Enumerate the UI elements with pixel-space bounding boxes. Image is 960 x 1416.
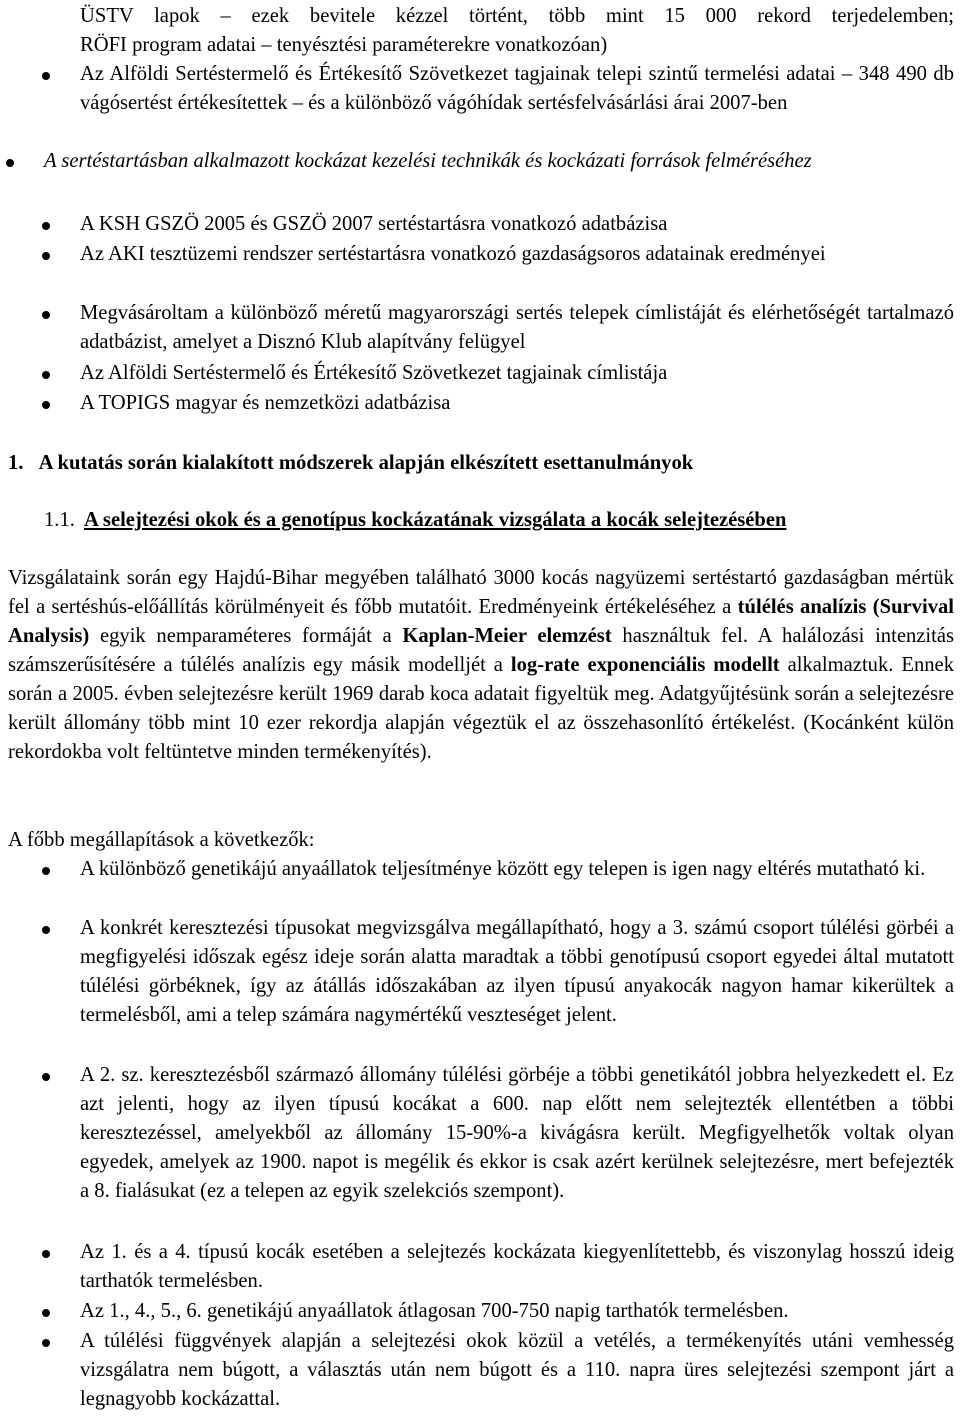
bullet-dot bbox=[6, 159, 14, 167]
list-item: Az AKI tesztüzemi rendszer sertéstartásra vonatkozó gazdaságsoros adatainak eredményei bbox=[80, 243, 826, 265]
list-item: A TOPIGS magyar és nemzetközi adatbázisa bbox=[80, 392, 451, 414]
bullet-dot bbox=[42, 1073, 50, 1081]
list-item: Megvásároltam a különböző méretű magyarországi sertés telepek címlistáját és elérhetőségét tartalmazó adatbázist, amelyet a Disznó Klub alapítvány felügyel bbox=[80, 302, 954, 353]
list-item: A különböző genetikájú anyaállatok teljesítménye között egy telepen is igen nagy eltérés mutatható ki. bbox=[80, 858, 926, 880]
bold-term: log-rate exponenciális modellt bbox=[510, 654, 780, 676]
bullet-dot bbox=[42, 371, 50, 379]
list-item: Az Alföldi Sertéstermelő és Értékesítő Szövetkezet tagjainak telepi szintű termelési adatai – 348 490 db vágósertést értékesítettek – és a különböző vágóhídak sertésfelvásárlási árai 2007-ben bbox=[80, 63, 954, 114]
intro-line-2: RÖFI program adatai – tenyésztési paraméterekre vonatkozóan) bbox=[80, 34, 608, 56]
bullet-dot bbox=[42, 72, 50, 80]
bullet-dot bbox=[42, 926, 50, 934]
bullet-dot bbox=[42, 252, 50, 260]
list-item: A túlélési függvények alapján a selejtezési okok közül a vetélés, a termékenyítés utáni vemhesség vizsgálatra nem búgott, a választás után nem búgott és a 110. napra üres selejtezési szempont járt a legnagyobb kockázattal. bbox=[80, 1330, 954, 1410]
intro-line-1: ÜSTV lapok – ezek bevitele kézzel történt, több mint 15 000 rekord terjedelemben; bbox=[80, 5, 954, 27]
list-item: Az 1., 4., 5., 6. genetikájú anyaállatok átlagosan 700-750 napig tarthatók termelésben. bbox=[80, 1300, 789, 1322]
bullet-dot bbox=[42, 311, 50, 319]
list-item: Az Alföldi Sertéstermelő és Értékesítő Szövetkezet tagjainak címlistája bbox=[80, 362, 668, 384]
subsection-number: 1.1. bbox=[44, 509, 75, 531]
body-paragraph bbox=[8, 564, 954, 767]
text-run: egyik nemparaméteres formáját a bbox=[89, 625, 403, 647]
subsection-heading bbox=[44, 506, 954, 535]
list-item: A 2. sz. keresztezésből származó állomány túlélési görbéje a többi genetikától jobbra helyezkedett el. Ez azt jelenti, hogy az ilyen típusú kocákat a 600. nap előtt nem selejtezték ellentétben a többi keresztezéssel, amelyekből az állomány 15-90%-a kivágásra került. Megfigyelhetők voltak olyan egyedek, amelyek az 1900. napot is megélik és ekkor is csak azért kerülnek selejtezésre, mert befejezték a 8. fialásukat (ez a telepen az egyik szelekciós szempont). bbox=[80, 1064, 954, 1202]
findings-intro: A főbb megállapítások a következők: bbox=[8, 829, 315, 851]
text-run: Vizsgálataink során egy Hajdú-Bihar megyében található 3000 kocás nagyüzemi sertéstartó gazdaságban mértük fel a sertéshús-előállítás körülményeit és főbb mutatóit. Eredményeink értékeléséhez a bbox=[8, 567, 954, 618]
bullet-dot bbox=[42, 1250, 50, 1258]
section-number: 1. bbox=[8, 452, 24, 474]
bullet-dot bbox=[42, 1339, 50, 1347]
list-item: A konkrét keresztezési típusokat megvizsgálva megállapítható, hogy a 3. számú csoport túlélési görbéi a megfigyelési időszak egész ideje során alatta maradtak a többi genotípusú csoport egyedei által mutatott túlélési görbéknek, így az átállás időszakában az ilyen típusú anyakocák nagyon hamar kikerültek a termelésből, ami a telep számára nagymértékű veszteséget jelent. bbox=[80, 917, 954, 1026]
list-item: A KSH GSZÖ 2005 és GSZÖ 2007 sertéstartásra vonatkozó adatbázisa bbox=[80, 213, 668, 235]
bullet-dot bbox=[42, 1309, 50, 1317]
bold-term: Kaplan-Meier elemzést bbox=[402, 625, 612, 647]
bullet-dot bbox=[42, 222, 50, 230]
bold-term: túlélés analízis (Survival Analysis) bbox=[8, 596, 955, 647]
italic-section-heading: A sertéstartásban alkalmazott kockázat kezelési technikák és kockázati források felméréséhez bbox=[44, 150, 812, 172]
section-title: A kutatás során kialakított módszerek alapján elkészített esettanulmányok bbox=[38, 452, 694, 474]
bullet-dot bbox=[42, 401, 50, 409]
bullet-dot bbox=[42, 867, 50, 875]
subsection-title: A selejtezési okok és a genotípus kockázatának vizsgálata a kocák selejtezésében bbox=[84, 509, 787, 531]
text-run: alkalmaztuk. Ennek során a 2005. évben selejtezésre került 1969 darab koca adatait figyeltük meg. Adatgyűjtésünk során a selejtezésre került állomány több mint 10 ezer rekordja alapján végeztük el az összehasonlító értékelést. (Kocánként külön rekordokba volt feltüntetve minden termékenyítés). bbox=[8, 654, 954, 763]
section-heading bbox=[8, 449, 948, 478]
list-item: Az 1. és a 4. típusú kocák esetében a selejtezés kockázata kiegyenlítettebb, és viszonylag hosszú ideig tarthatók termelésben. bbox=[80, 1241, 954, 1292]
text-run: használtuk fel. A halálozási intenzitás számszerűsítésére a túlélés analízis egy másik modelljét a bbox=[8, 625, 954, 676]
